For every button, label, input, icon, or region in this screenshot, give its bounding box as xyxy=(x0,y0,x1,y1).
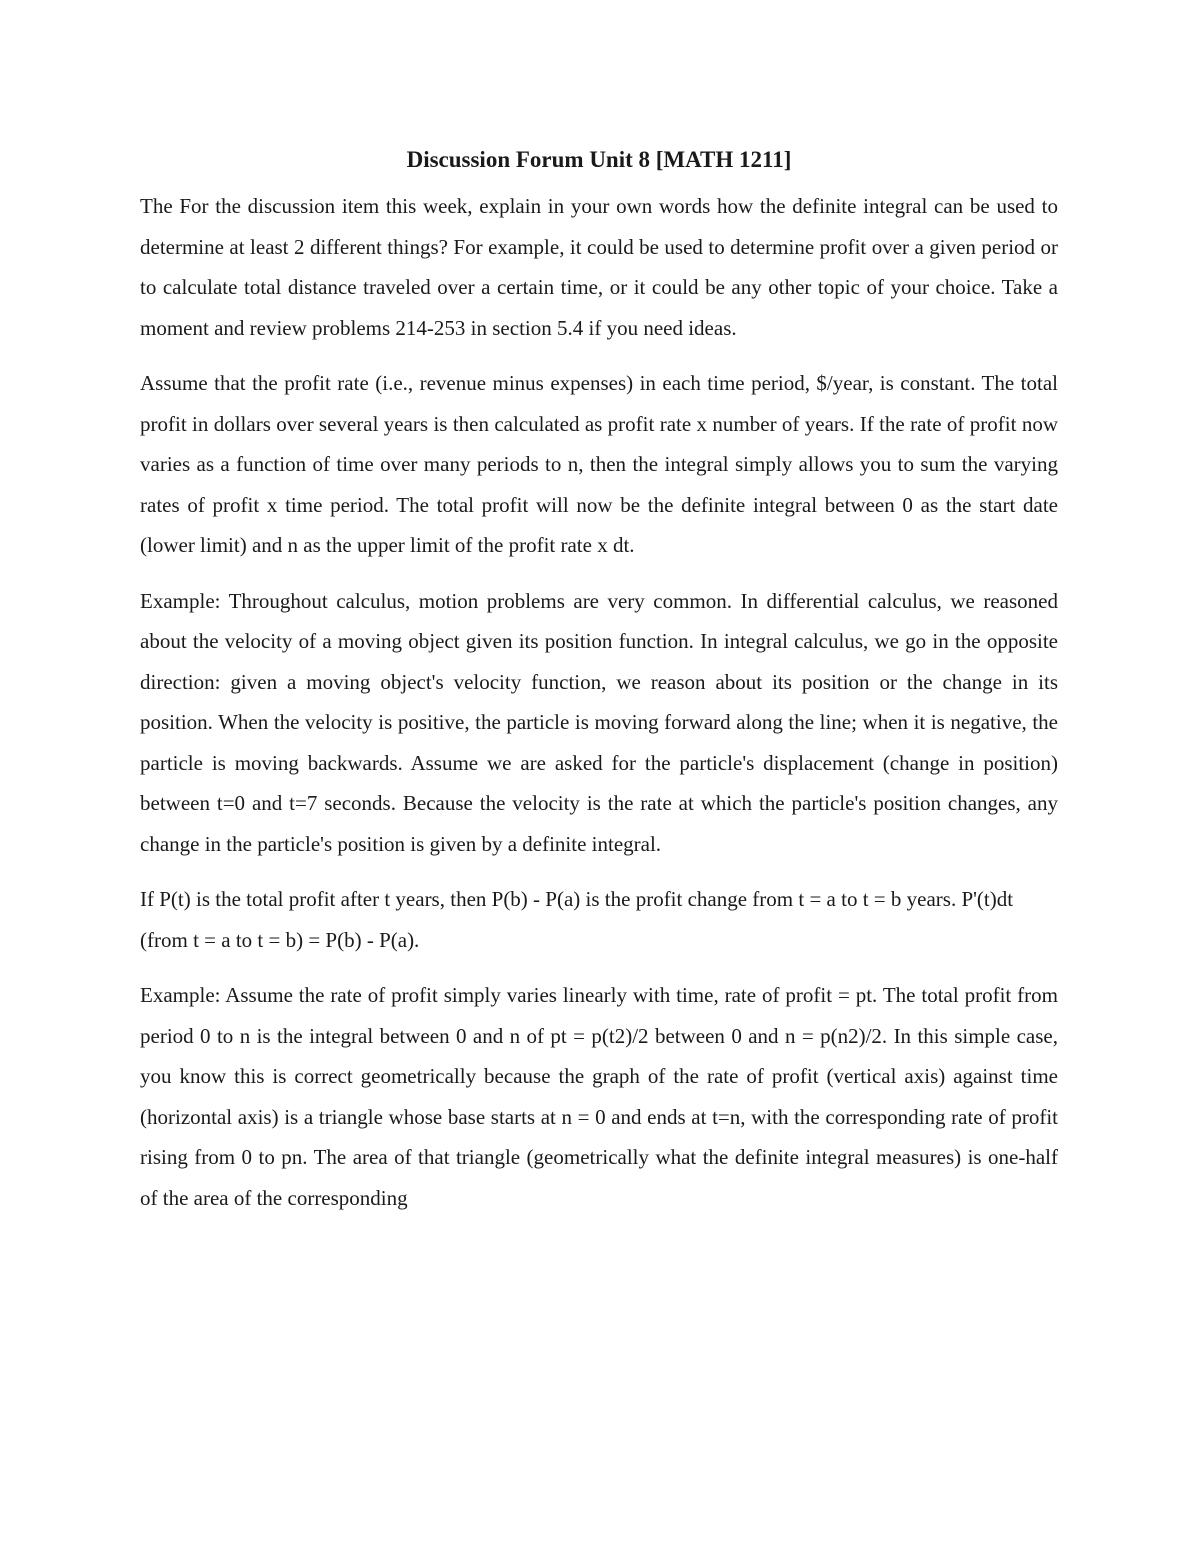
paragraph-linear-example: Example: Assume the rate of profit simply varies linearly with time, rate of profit = pt. The total profit from period 0 to n is the integral between 0 and n of pt = p(t2)/2 between 0 and n = p(n2)/2. In this simple case, you know this is correct geometrically because the graph of the rate of profit (vertical axis) against time (horizontal axis) is a triangle whose base starts at n = 0 and ends at t=n, with the corresponding rate of profit rising from 0 to pn. The area of that triangle (geometrically what the definite integral measures) is one-half of the area of the corresponding xyxy=(140,983,1058,1210)
paragraph-profit-change: If P(t) is the total profit after t years, then P(b) - P(a) is the profit change from t = a to t = b years. P'(t)dt (from t = a to t = b) = P(b) - P(a). xyxy=(140,887,1014,952)
paragraph-profit-rate: Assume that the profit rate (i.e., revenue minus expenses) in each time period, $/year, is constant. The total profit in dollars over several years is then calculated as profit rate x number of years. If the rate of profit now varies as a function of time over many periods to n, then the integral simply allows you to sum the varying rates of profit x time period. The total profit will now be the definite integral between 0 as the start date (lower limit) and n as the upper limit of the profit rate x dt. xyxy=(140,371,1058,557)
paragraph-motion-example: Example: Throughout calculus, motion problems are very common. In differential calculus, we reasoned about the velocity of a moving object given its position function. In integral calculus, we go in the opposite direction: given a moving object's velocity function, we reason about its position or the change in its position. When the velocity is positive, the particle is moving forward along the line; when it is negative, the particle is moving backwards. Assume we are asked for the particle's displacement (change in position) between t=0 and t=7 seconds. Because the velocity is the rate at which the particle's position changes, any change in the particle's position is given by a definite integral. xyxy=(140,588,1058,856)
paragraph-intro: The For the discussion item this week, explain in your own words how the definite integral can be used to determine at least 2 different things? For example, it could be used to determine profit over a given period or to calculate total distance traveled over a certain time, or it could be any other topic of your choice. Take a moment and review problems 214-253 in section 5.4 if you need ideas. xyxy=(140,194,1058,340)
document-body xyxy=(140,140,1058,1233)
document-title: Discussion Forum Unit 8 [MATH 1211] xyxy=(406,147,792,172)
